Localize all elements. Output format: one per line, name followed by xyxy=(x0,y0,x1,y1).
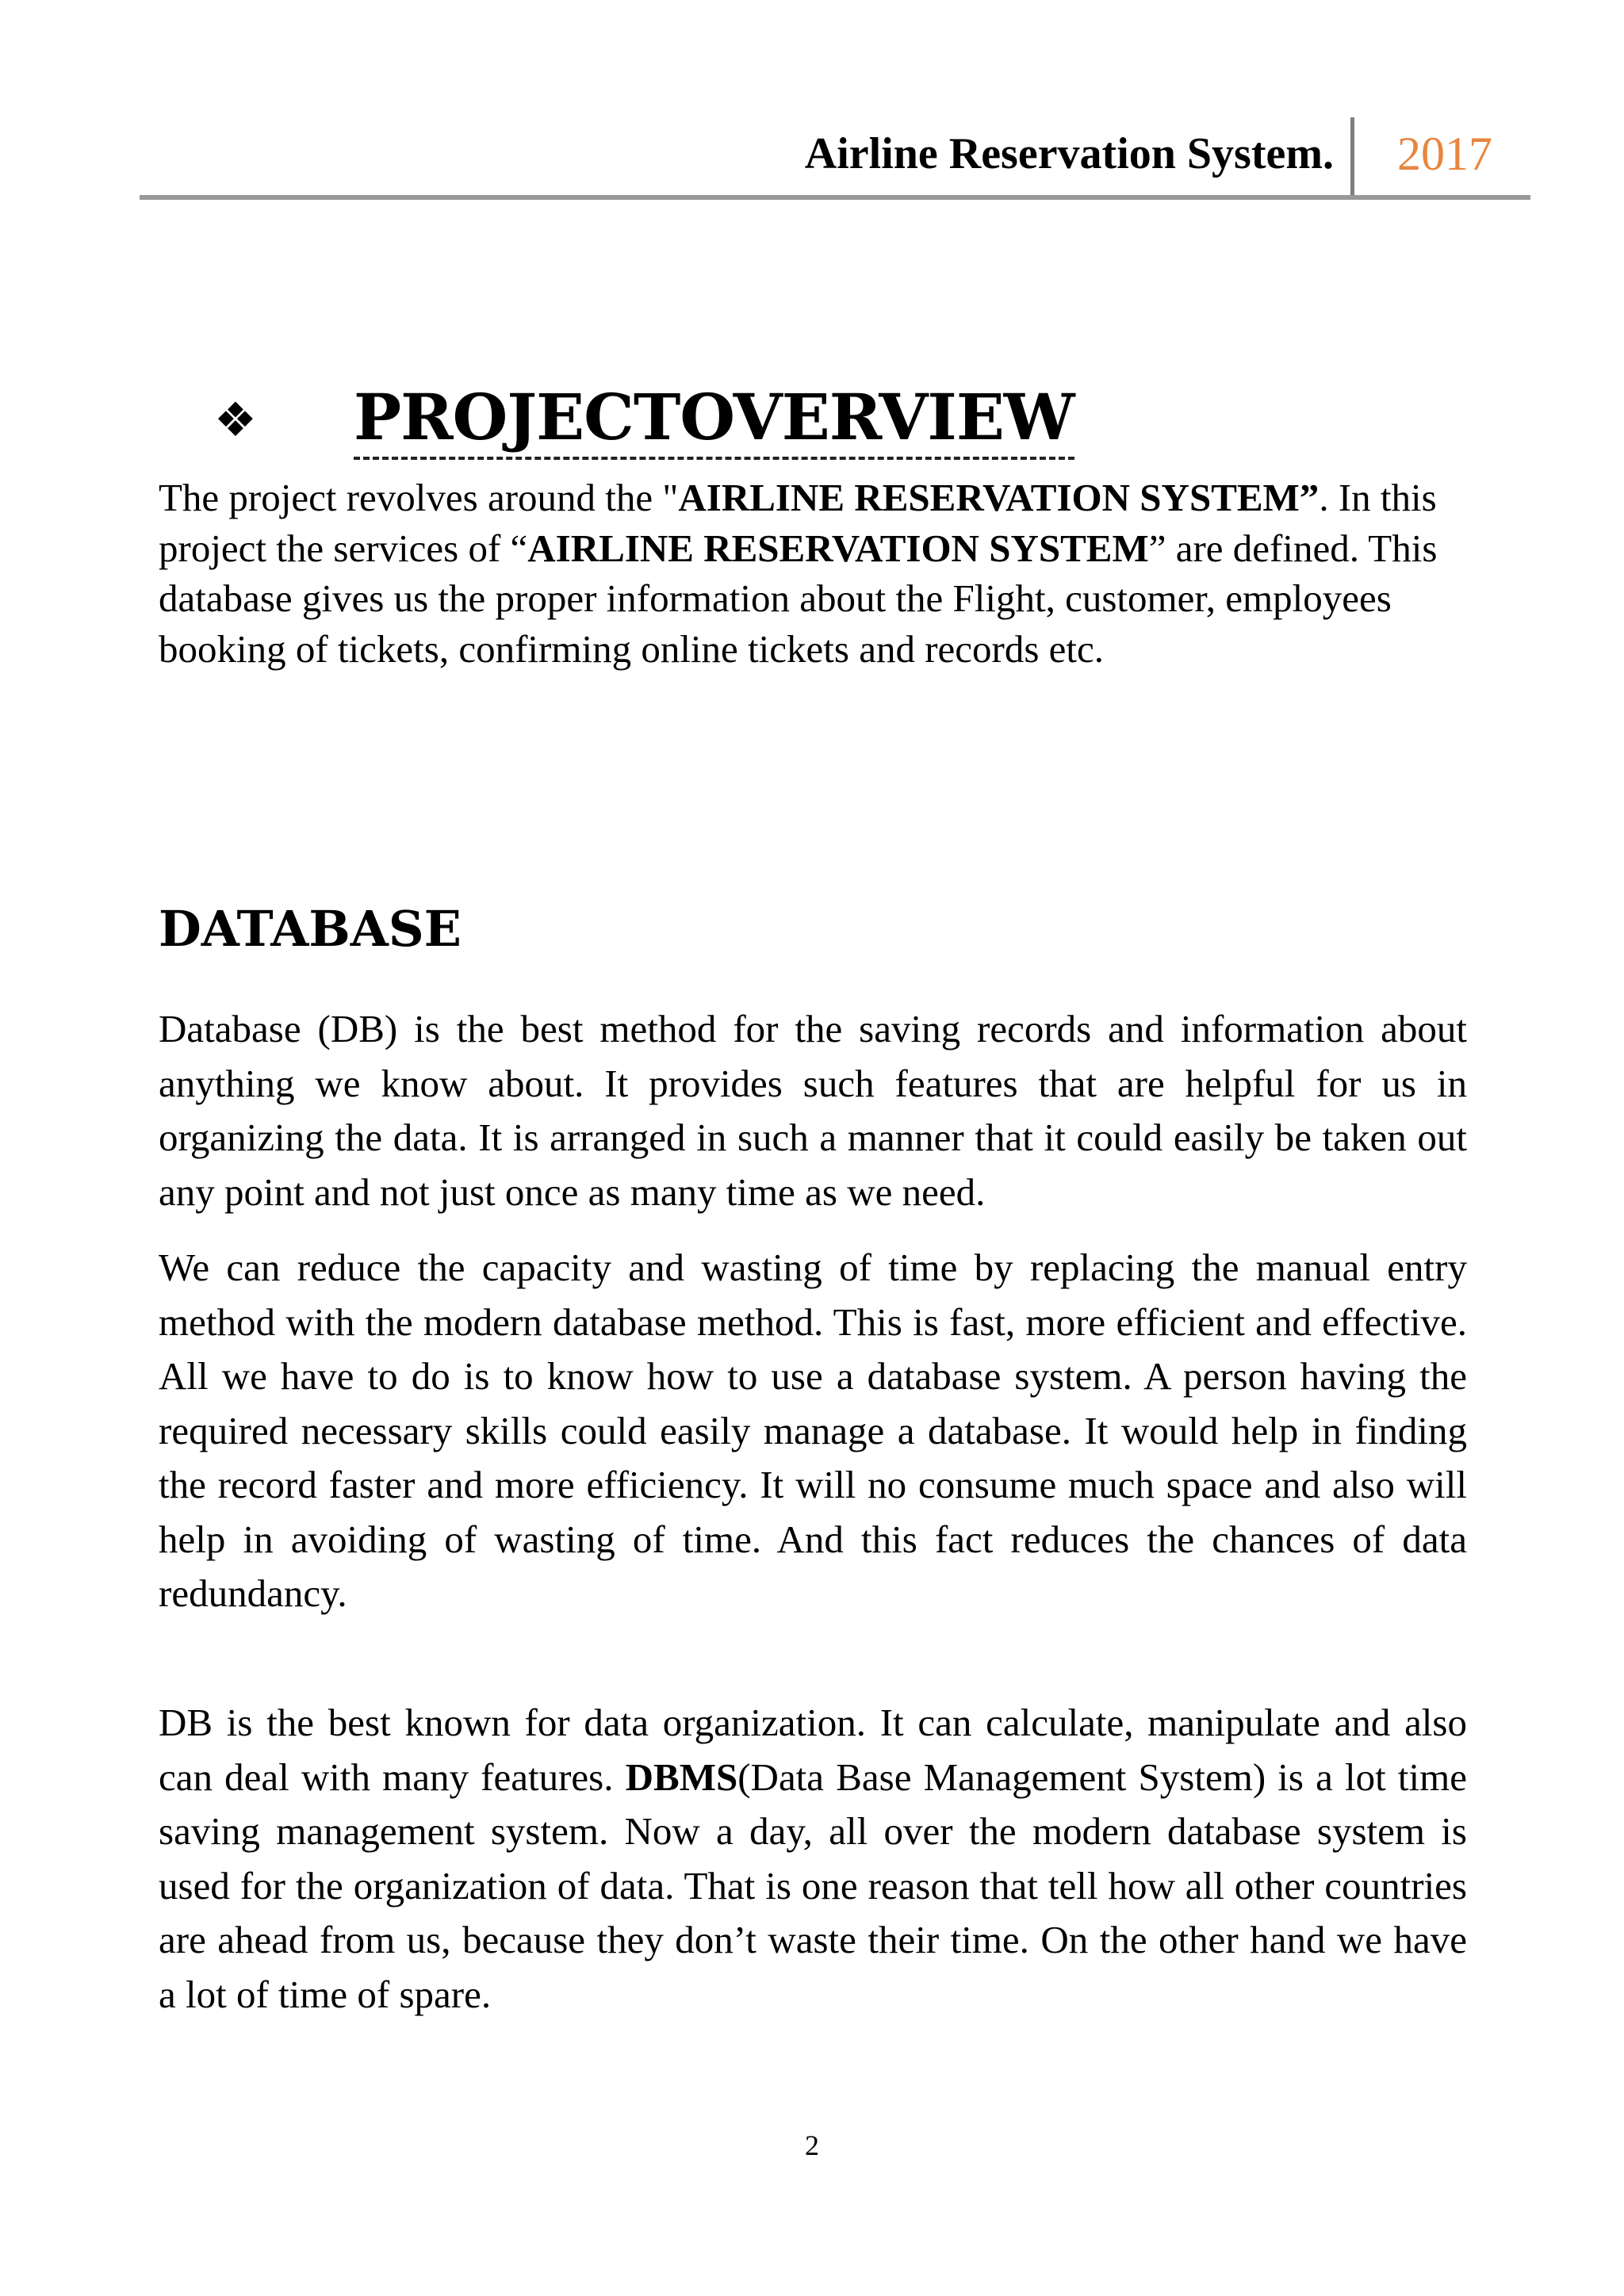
project-overview-title: PROJECTOVERVIEW xyxy=(354,377,1074,460)
header-title: Airline Reservation System. xyxy=(804,129,1334,178)
intro-bold-2: AIRLINE RESERVATION SYSTEM xyxy=(527,526,1149,570)
project-overview-heading xyxy=(214,377,1245,465)
project-overview-paragraph xyxy=(159,473,1467,674)
intro-bold-1: AIRLINE RESERVATION SYSTEM” xyxy=(678,476,1320,519)
p3-bold-dbms: DBMS xyxy=(625,1755,738,1799)
intro-text-3: ” are defined. This database gives us the proper information about the Flight, customer, employees booking of tickets, confirming online tickets and records etc. xyxy=(159,526,1438,671)
four-diamond-bullet-icon: ❖ xyxy=(214,394,257,446)
database-heading: DATABASE xyxy=(159,900,462,958)
database-paragraph-1: Database (DB) is the best method for the saving records and information about anything we know about. It provides such features that are helpful for us in organizing the data. It is arranged in such a manner that it could easily be taken out any point and not just once as many time as we need. xyxy=(159,1007,1467,1214)
p3-text-2: (Data Base Management System) is a lot time saving management system. Now a day, all over the modern database system is used for the organization of data. That is one reason that tell how all other countries are ahead from us, because they don’t waste their time. On the other hand we have a lot of time of spare. xyxy=(159,1755,1467,2016)
header-year: 2017 xyxy=(1397,128,1492,180)
database-paragraph-2: We can reduce the capacity and wasting of time by replacing the manual entry method with the modern database method. This is fast, more efficient and effective. All we have to do is to know how to use a database system. A person having the required necessary skills could easily manage a database. It would help in finding the record faster and more efficiency. It will no consume much space and also will help in avoiding of wasting of time. And this fact reduces the chances of data redundancy. xyxy=(159,1246,1467,1615)
p3-text-1: DB is the best known for data organization. It can calculate, manipulate and also can deal with many features. xyxy=(159,1701,1467,1799)
database-paragraph-3 xyxy=(159,1696,1467,2022)
intro-text-1: The project revolves around the " xyxy=(159,476,679,519)
page-number: 2 xyxy=(805,2130,819,2161)
header-rule xyxy=(140,195,1530,200)
intro-text-2: . In this project the services of “ xyxy=(159,476,1437,570)
page-header xyxy=(140,117,1530,200)
header-divider xyxy=(1350,117,1354,197)
